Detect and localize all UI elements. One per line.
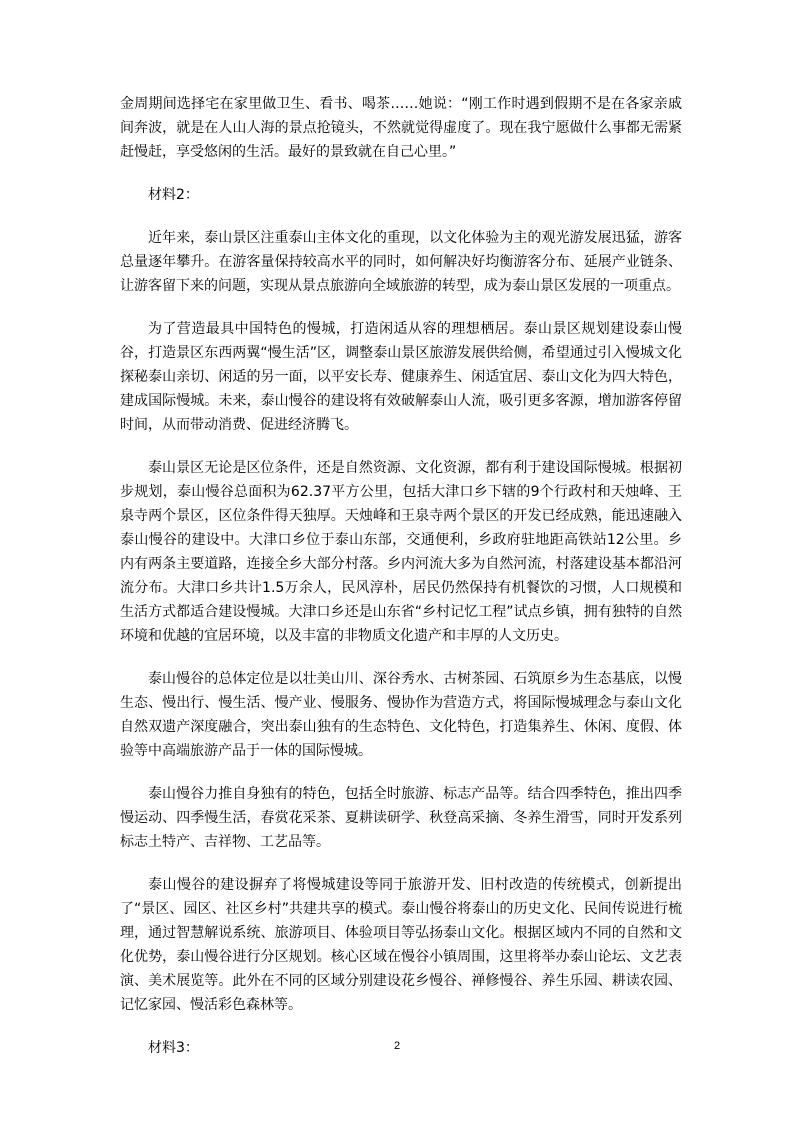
page-number: 2 <box>393 1040 401 1052</box>
paragraph: 泰山慢谷的总体定位是以壮美山川、深谷秀水、古树茶园、石筑原乡为生态基底，以慢生态、慢出行、慢生活、慢产业、慢服务、慢协作为营造方式，将国际慢城理念与泰山文化自然双遗产深度融合，突出泰山独有的生态特色、文化特色，打造集养生、休闲、度假、体验等中高端旅游产品于一体的国际慢城。 <box>120 671 682 759</box>
paragraph: 泰山景区无论是区位条件，还是自然资源、文化资源，都有利于建设国际慢城。根据初步规划，泰山慢谷总面积为62.37平方公里，包括大津口乡下辖的9个行政村和天烛峰、王泉寺两个景区，区位条件得天独厚。天烛峰和王泉寺两个景区的开发已经成熟，能迅速融入泰山慢谷的建设中。大津口乡位于泰山东部，交通便利，乡政府驻地距高铁站12公里。乡内有两条主要道路，连接全乡大部分村落。乡内河流大多为自然河流，村落建设基本都沿河流分布。大津口乡共计1.5万余人，民风淳朴，居民仍然保持有机餐饮的习惯，人口规模和生活方式都适合建设慢城。大津口乡还是山东省“乡村记忆工程”试点乡镇，拥有独特的自然环境和优越的宜居环境，以及丰富的非物质文化遗产和丰厚的人文历史。 <box>120 460 682 644</box>
material-2-heading: 材料2： <box>148 187 199 203</box>
paragraph: 泰山慢谷力推自身独有的特色，包括全时旅游、标志产品等。结合四季特色，推出四季慢运动、四季慢生活，春赏花采茶、夏耕读研学、秋登高采摘、冬养生滑雪，同时开发系列标志土特产、吉祥物、工艺品等。 <box>120 786 682 850</box>
paragraph: 为了营造最具中国特色的慢城，打造闲适从容的理想栖居。泰山景区规划建设泰山慢谷，打造景区东西两翼“慢生活”区，调整泰山景区旅游发展供给侧，希望通过引入慢城文化探秘泰山亲切、闲适的另一面，以平安长寿、健康养生、闲适宜居、泰山文化为四大特色，建成国际慢城。未来，泰山慢谷的建设将有效破解泰山人流，吸引更多客源，增加游客停留时间，从而带动消费、促进经济腾飞。 <box>120 321 682 433</box>
material-3-heading: 材料3： <box>148 1040 199 1056</box>
paragraph: 泰山慢谷的建设摒弃了将慢城建设等同于旅游开发、旧村改造的传统模式，创新提出了“景区、园区、社区乡村”共建共享的模式。泰山慢谷将泰山的历史文化、民间传说进行梳理，通过智慧解说系统、旅游项目、体验项目等弘扬泰山文化。根据区域内不同的自然和文化优势，泰山慢谷进行分区规划。核心区域在慢谷小镇周围，这里将举办泰山论坛、文艺表演、美术展览等。此外在不同的区域分别建设花乡慢谷、禅修慢谷、养生乐园、耕读农园、记忆家园、慢活彩色森林等。 <box>120 877 682 1013</box>
document-body <box>120 92 682 1079</box>
paragraph-continuation: 金周期间选择宅在家里做卫生、看书、喝茶……她说：“刚工作时遇到假期不是在各家亲戚间奔波，就是在人山人海的景点抢镜头，不然就觉得虚度了。现在我宁愿做什么事都无需紧赶慢赶，享受悠闲的生活。最好的景致就在自己心里。” <box>120 96 682 160</box>
paragraph: 近年来，泰山景区注重泰山主体文化的重现，以文化体验为主的观光游发展迅猛，游客总量逐年攀升。在游客量保持较高水平的同时，如何解决好均衡游客分布、延展产业链条、让游客留下来的问题，实现从景点旅游向全域旅游的转型，成为泰山景区发展的一项重点。 <box>120 230 682 294</box>
